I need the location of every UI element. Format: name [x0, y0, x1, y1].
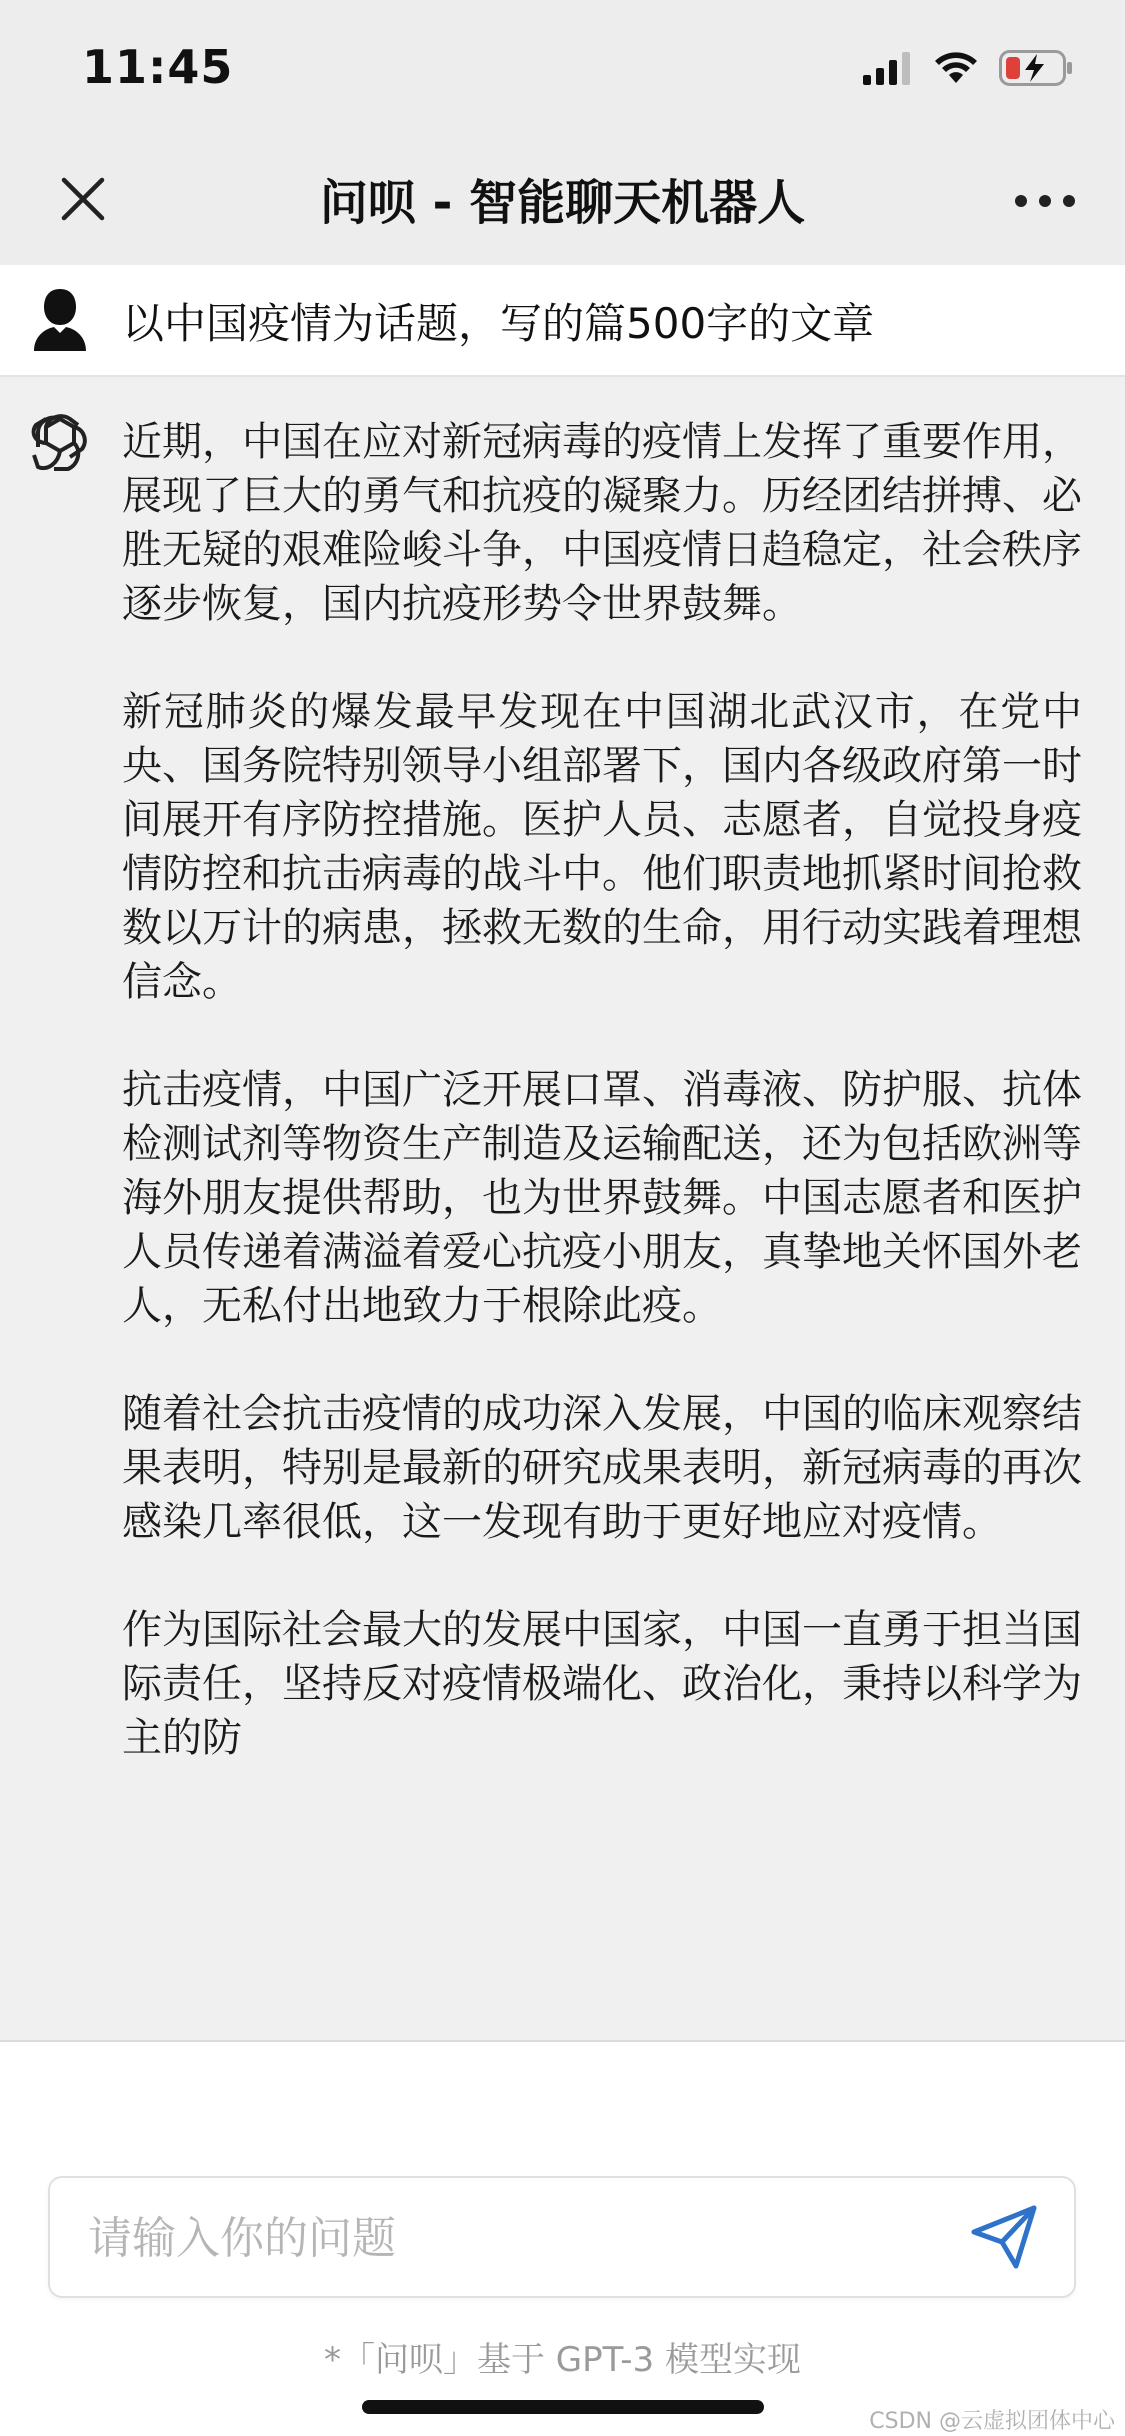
- close-button[interactable]: [50, 168, 116, 234]
- nav-bar: [0, 140, 1125, 265]
- wifi-icon: [933, 51, 979, 89]
- answer-paragraph: 随着社会抗击疫情的成功深入发展，中国的临床观察结果表明，特别是最新的研究成果表明，新冠病毒的再次感染几率很低，这一发现有助于更好地应对疫情。: [122, 1391, 1082, 1545]
- close-icon: [59, 175, 107, 227]
- status-time: 11:45: [82, 40, 234, 94]
- watermark: CSDN @云虚拟团体中心: [869, 2409, 1115, 2434]
- openai-logo-icon: [28, 413, 92, 477]
- answer-paragraph: 新冠肺炎的爆发最早发现在中国湖北武汉市，在党中央、国务院特别领导小组部署下，国内各级政府第一时间展开有序防控措施。医护人员、志愿者，自觉投身疫情防控和抗击病毒的战斗中。他们职责地抓紧时间抢救数以万计的病患，拯救无数的生命，用行动实践着理想信念。: [122, 689, 1082, 1005]
- question-input[interactable]: [86, 2178, 950, 2298]
- send-icon: [968, 2200, 1040, 2276]
- user-avatar-icon: [32, 287, 88, 351]
- answer-paragraph: 近期，中国在应对新冠病毒的疫情上发挥了重要作用，展现了巨大的勇气和抗疫的凝聚力。历经团结拼搏、必胜无疑的艰难险峻斗争，中国疫情日趋稳定，社会秩序逐步恢复，国内抗疫形势令世界鼓舞。: [122, 419, 1082, 627]
- more-button[interactable]: [1005, 172, 1085, 232]
- send-button[interactable]: [968, 2202, 1040, 2274]
- home-indicator[interactable]: [362, 2400, 764, 2414]
- more-icon: [1014, 193, 1076, 212]
- page-title: 问呗 - 智能聊天机器人: [319, 175, 806, 231]
- status-icons: [863, 50, 1075, 90]
- bot-message: [0, 377, 1125, 2042]
- answer-paragraph: 抗击疫情，中国广泛开展口罩、消毒液、防护服、抗体检测试剂等物资生产制造及运输配送，还为包括欧洲等海外朋友提供帮助，也为世界鼓舞。中国志愿者和医护人员传递着满溢着爱心抗疫小朋友，真挚地关怀国外老人，无私付出地致力于根除此疫。: [122, 1067, 1082, 1329]
- user-message: [0, 265, 1125, 377]
- signal-icon: [863, 51, 913, 89]
- bot-message-text: [122, 415, 1082, 1765]
- user-message-text: 以中国疫情为话题，写的篇500字的文章: [122, 299, 875, 348]
- battery-low-charging-icon: [999, 50, 1075, 90]
- footer-note: *「问呗」基于 GPT-3 模型实现: [323, 2340, 801, 2380]
- status-bar: [0, 0, 1125, 140]
- answer-paragraph: 作为国际社会最大的发展中国家，中国一直勇于担当国际责任，坚持反对疫情极端化、政治化，秉持以科学为主的防: [122, 1607, 1082, 1761]
- question-input-box: [48, 2176, 1076, 2298]
